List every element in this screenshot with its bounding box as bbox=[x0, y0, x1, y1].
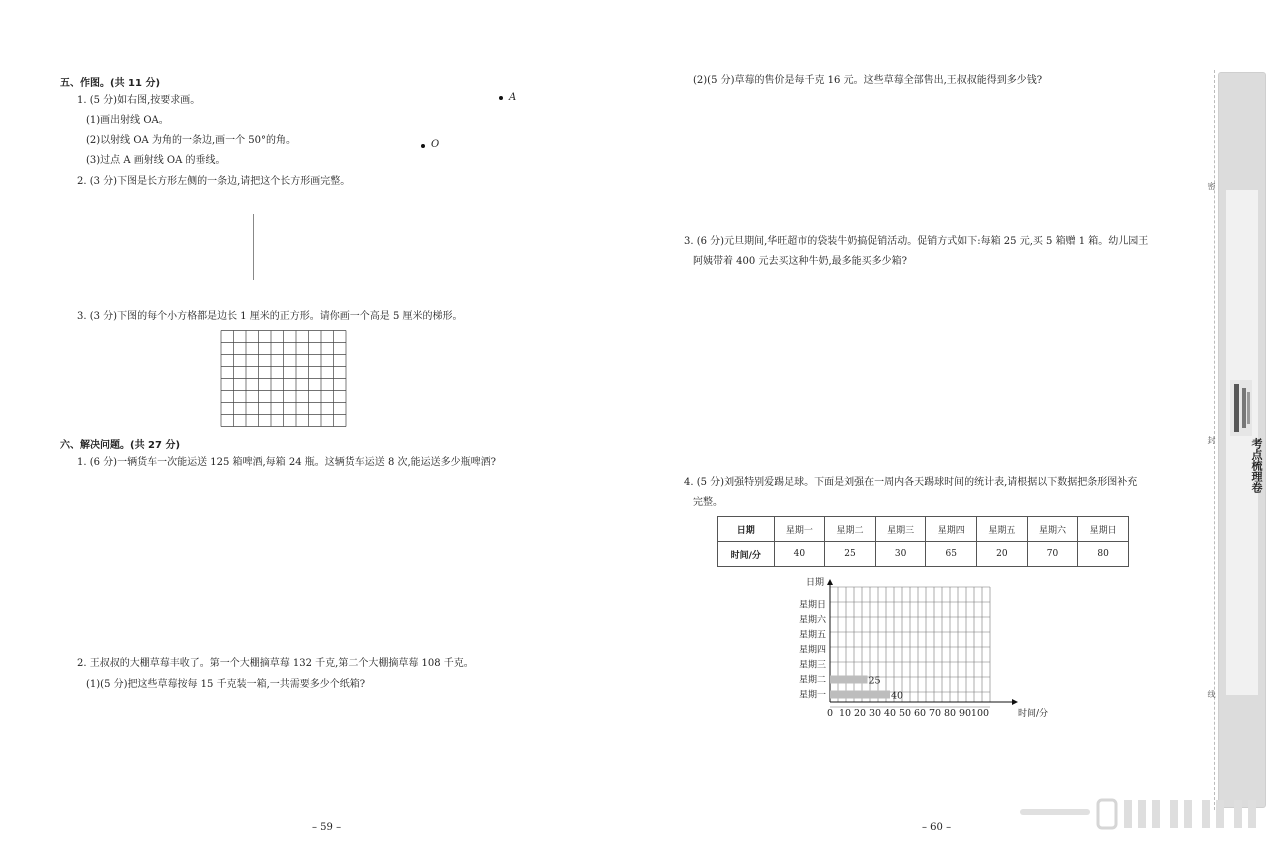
seal-mark-bottom: 线 bbox=[1207, 690, 1216, 698]
page-number-left: – 59 – bbox=[312, 822, 342, 833]
table-cell-day: 星期日 bbox=[1078, 517, 1129, 542]
question-1-part-1: (1)画出射线 OA。 bbox=[86, 115, 169, 126]
table-row bbox=[718, 517, 1129, 542]
table-cell-minutes: 80 bbox=[1078, 542, 1129, 567]
page-number-right: – 60 – bbox=[922, 822, 952, 833]
table-cell-day: 星期一 bbox=[774, 517, 825, 542]
table-cell-minutes: 70 bbox=[1027, 542, 1078, 567]
point-a-label: A bbox=[509, 92, 517, 103]
x-tick-label: 90 bbox=[958, 708, 972, 719]
y-tick-label: 星期一 bbox=[798, 690, 826, 701]
table-row bbox=[718, 542, 1129, 567]
sidebar-title: 考点梳理卷 bbox=[1250, 438, 1263, 493]
watermark-logo-icon bbox=[1020, 797, 1260, 831]
chart-grid bbox=[830, 587, 990, 707]
table-header-time: 时间/分 bbox=[718, 542, 775, 567]
problem-3-line-2: 阿姨带着 400 元去买这种牛奶,最多能买多少箱? bbox=[693, 256, 907, 267]
table-cell-minutes: 40 bbox=[774, 542, 825, 567]
table-cell-day: 星期二 bbox=[825, 517, 876, 542]
table-cell-day: 星期五 bbox=[977, 517, 1028, 542]
question-1: 1. (5 分)如右图,按要求画。 bbox=[77, 95, 201, 106]
section-6-title: 六、解决问题。(共 27 分) bbox=[60, 440, 181, 451]
x-tick-label: 10 bbox=[838, 708, 852, 719]
table-cell-minutes: 30 bbox=[875, 542, 926, 567]
y-tick-label: 星期日 bbox=[798, 600, 826, 611]
x-tick-label: 30 bbox=[868, 708, 882, 719]
problem-2-part-1: (1)(5 分)把这些草莓按每 15 千克装一箱,一共需要多少个纸箱? bbox=[86, 679, 366, 690]
question-2: 2. (3 分)下图是长方形左侧的一条边,请把这个长方形画完整。 bbox=[77, 176, 351, 187]
seal-mark-middle: 封 bbox=[1207, 436, 1216, 444]
y-axis-label: 日期 bbox=[805, 578, 824, 588]
point-o-label: O bbox=[431, 139, 440, 150]
bar bbox=[830, 676, 868, 684]
point-o-dot bbox=[421, 144, 425, 148]
question-3: 3. (3 分)下图的每个小方格都是边长 1 厘米的正方形。请你画一个高是 5 厘米的梯形。 bbox=[77, 311, 463, 322]
problem-3-line-1: 3. (6 分)元旦期间,华旺超市的袋装牛奶搞促销活动。促销方式如下:每箱 25 元,买 5 箱赠 1 箱。幼儿园王 bbox=[684, 236, 1149, 247]
y-tick-label: 星期三 bbox=[798, 660, 826, 671]
x-tick-label: 20 bbox=[853, 708, 867, 719]
point-a-dot bbox=[499, 96, 503, 100]
bar-value-label: 25 bbox=[868, 675, 881, 687]
rectangle-left-side bbox=[253, 214, 254, 280]
table-cell-day: 星期三 bbox=[875, 517, 926, 542]
question-1-part-2: (2)以射线 OA 为角的一条边,画一个 50°的角。 bbox=[86, 135, 297, 146]
table-cell-minutes: 65 bbox=[926, 542, 977, 567]
x-tick-label: 70 bbox=[928, 708, 942, 719]
y-tick-label: 星期四 bbox=[798, 645, 826, 656]
y-tick-label: 星期六 bbox=[798, 615, 826, 626]
y-tick-label: 星期二 bbox=[798, 675, 826, 686]
table-cell-day: 星期四 bbox=[926, 517, 977, 542]
x-tick-label: 0 bbox=[826, 708, 834, 719]
x-axis-arrow bbox=[1012, 699, 1018, 705]
x-tick-label: 50 bbox=[898, 708, 912, 719]
x-tick-label: 40 bbox=[883, 708, 897, 719]
problem-2-part-2: (2)(5 分)草莓的售价是每千克 16 元。这些草莓全部售出,王叔叔能得到多少钱? bbox=[693, 75, 1043, 86]
section-5-title: 五、作图。(共 11 分) bbox=[60, 78, 161, 89]
statistics-table bbox=[717, 516, 1129, 567]
brand-logo-icon bbox=[1228, 378, 1254, 438]
bar-chart bbox=[760, 570, 1060, 725]
x-tick-label: 60 bbox=[913, 708, 927, 719]
problem-2: 2. 王叔叔的大棚草莓丰收了。第一个大棚摘草莓 132 千克,第二个大棚摘草莓 108 千克。 bbox=[77, 658, 474, 669]
problem-4-line-2: 完整。 bbox=[693, 497, 723, 508]
x-axis-label: 时间/分 bbox=[1018, 709, 1049, 719]
square-grid bbox=[220, 330, 347, 427]
x-tick-label: 100 bbox=[970, 708, 990, 719]
seal-mark-top: 密 bbox=[1207, 182, 1216, 190]
problem-4-line-1: 4. (5 分)刘强特别爱踢足球。下面是刘强在一周内各天踢球时间的统计表,请根据以下数据把条形图补充 bbox=[684, 477, 1138, 488]
bar-value-label: 40 bbox=[891, 690, 904, 702]
bar bbox=[830, 691, 890, 699]
problem-1: 1. (6 分)一辆货车一次能运送 125 箱啤酒,每箱 24 瓶。这辆货车运送 8 次,能运送多少瓶啤酒? bbox=[77, 457, 497, 468]
table-cell-minutes: 25 bbox=[825, 542, 876, 567]
table-cell-minutes: 20 bbox=[977, 542, 1028, 567]
x-tick-label: 80 bbox=[943, 708, 957, 719]
question-1-part-3: (3)过点 A 画射线 OA 的垂线。 bbox=[86, 155, 226, 166]
table-cell-day: 星期六 bbox=[1027, 517, 1078, 542]
y-axis-arrow bbox=[827, 579, 833, 585]
table-header-date: 日期 bbox=[718, 517, 775, 542]
y-tick-label: 星期五 bbox=[798, 630, 826, 641]
